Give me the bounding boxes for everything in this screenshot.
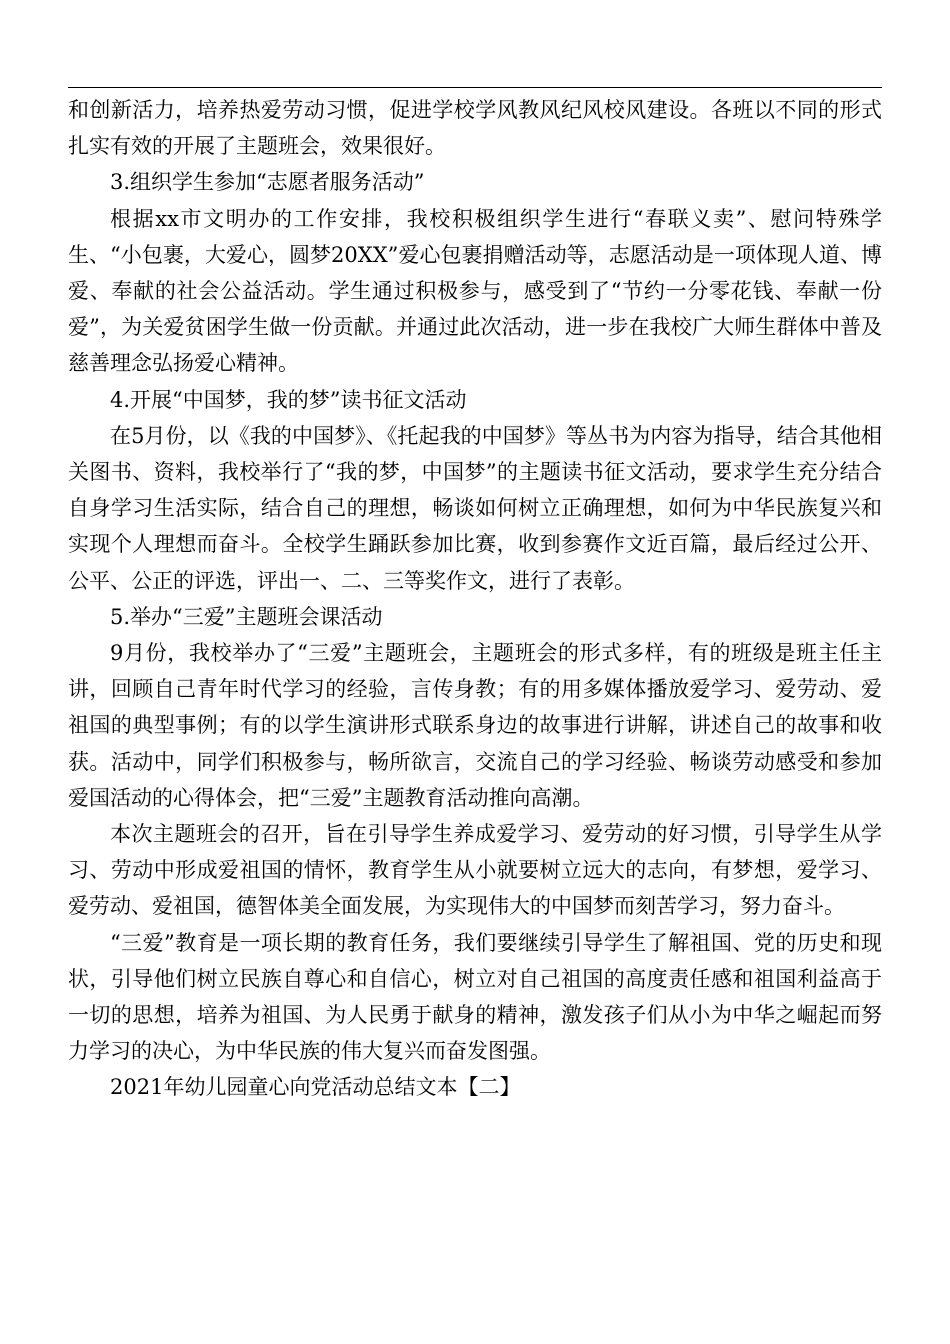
header-rule: [68, 87, 882, 88]
section-heading-reading: 4.开展“中国梦，我的梦”读书征文活动: [110, 387, 467, 412]
paragraph-reading: 在5月份，以《我的中国梦》、《托起我的中国梦》等丛书为内容为指导，结合其他相关图书、资料，我校举行了“我的梦，中国梦”的主题读书征文活动，要求学生充分结合自身学习生活实际，结合自己的理想，畅谈如何树立正确理想，如何为中华民族复兴和实现个人理想而奋斗。全校学生踊跃参加比赛，收到参赛作文近百篇，最后经过公开、公平、公正的评选，评出一、二、三等奖作文，进行了表彰。: [68, 423, 882, 593]
next-section-title: 2021年幼儿园童心向党活动总结文本【二】: [110, 1075, 521, 1100]
section-heading-three-love: 5.举办“三爱”主题班会课活动: [110, 604, 383, 629]
paragraph-three-love: 9月份，我校举办了“三爱”主题班会，主题班会的形式多样，有的班级是班主任主讲，回顾自己青年时代学习的经验，言传身教；有的用多媒体播放爱学习、爱劳动、爱祖国的典型事例；有的以学生演讲形式联系身边的故事进行讲解，讲述自己的故事和收获。活动中，同学们积极参与，畅所欲言，交流自己的学习经验、畅谈劳动感受和参加爱国活动的心得体会，把“三爱”主题教育活动推向高潮。: [68, 641, 882, 810]
section-heading-volunteer: 3.组织学生参加“志愿者服务活动”: [110, 170, 425, 195]
paragraph-purpose: 本次主题班会的召开，旨在引导学生养成爱学习、爱劳动的好习惯，引导学生从学习、劳动中形成爱祖国的情怀，教育学生从小就要树立远大的志向，有梦想，爱学习、爱劳动、爱祖国，德智体美全面发展，为实现伟大的中国梦而刻苦学习，努力奋斗。: [68, 822, 882, 919]
paragraph-volunteer: 根据xx市文明办的工作安排，我校积极组织学生进行“春联义卖”、慰问特殊学生、“小包裹，大爱心，圆梦20XX”爱心包裹捐赠活动等，志愿活动是一项体现人道、博爱、奉献的社会公益活动。学生通过积极参与，感受到了“节约一分零花钱、奉献一份爱”，为关爱贫困学生做一份贡献。并通过此次活动，进一步在我校广大师生群体中普及慈善理念弘扬爱心精神。: [68, 206, 882, 376]
document-body: [68, 92, 882, 1106]
paragraph-continuation: 和创新活力，培养热爱劳动习惯，促进学校学风教风纪风校风建设。各班以不同的形式扎实有效的开展了主题班会，效果很好。: [68, 98, 882, 159]
paragraph-longterm: “三爱”教育是一项长期的教育任务，我们要继续引导学生了解祖国、党的历史和现状，引导他们树立民族自尊心和自信心，树立对自己祖国的高度责任感和祖国利益高于一切的思想，培养为祖国、为人民勇于献身的精神，激发孩子们从小为中华之崛起而努力学习的决心，为中华民族的伟大复兴而奋发图强。: [68, 930, 882, 1064]
